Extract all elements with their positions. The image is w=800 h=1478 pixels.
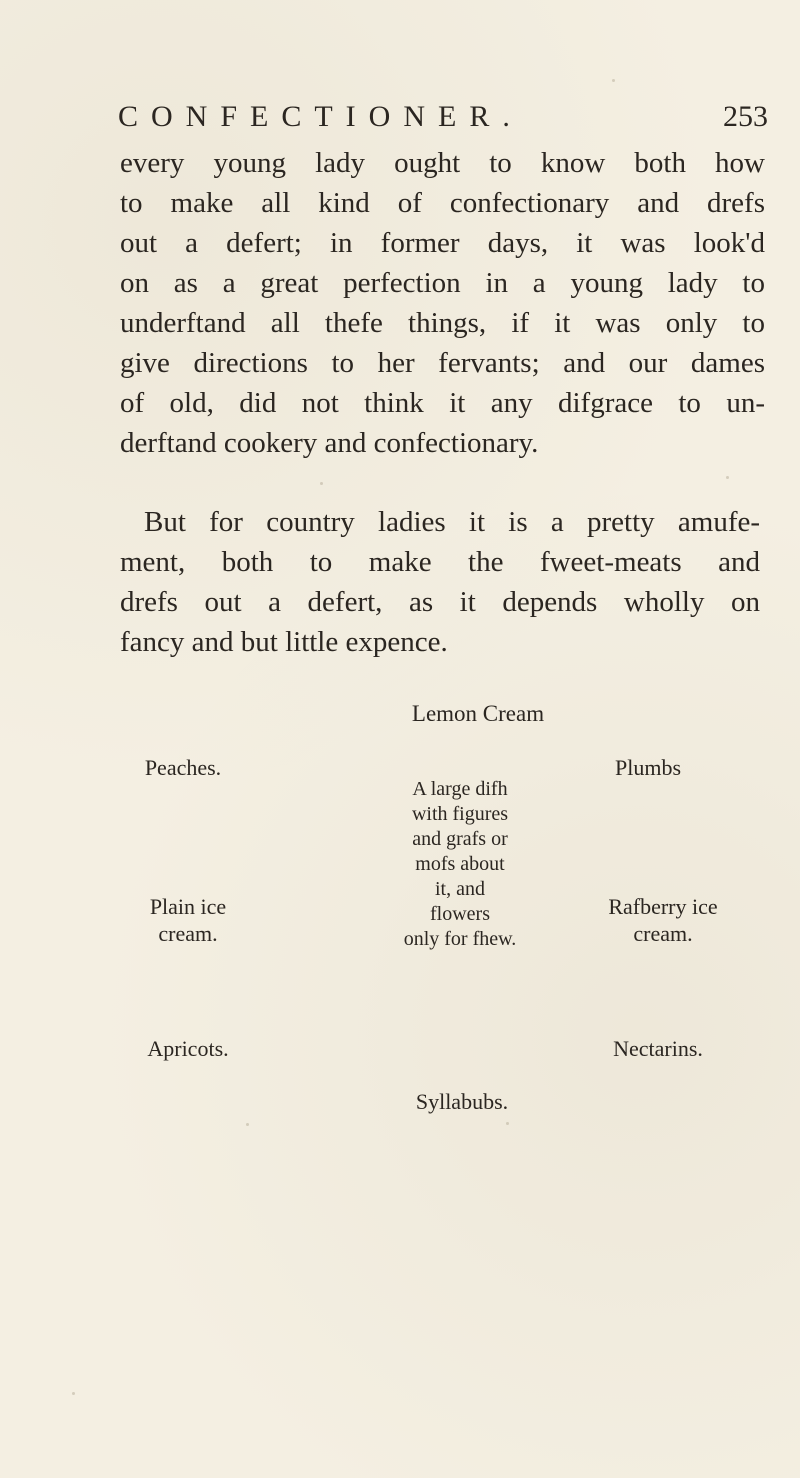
paper-speck [726, 476, 729, 479]
center-description-line: and grafs or [412, 828, 508, 850]
paragraph-line: drefs out a defert, as it depends wholly on [120, 586, 760, 618]
center-description-line: mofs about [415, 853, 505, 875]
paragraph-line: give directions to her fervants; and our dames [120, 347, 765, 379]
dish-apricots: Apricots. [147, 1036, 229, 1061]
dish-plumbs: Plumbs [614, 755, 682, 780]
paper-speck [320, 482, 323, 485]
paper-speck [612, 79, 615, 82]
paper-speck [506, 1122, 509, 1125]
paragraph-line: to make all kind of confectionary and drefs [120, 187, 765, 219]
center-description-line: A large difh [412, 778, 508, 800]
page-number: 253 [723, 100, 768, 133]
cell-line: cream. [633, 921, 693, 946]
cell-line: Plain ice [149, 894, 227, 919]
paper-speck [246, 1123, 249, 1126]
paragraph-line: every young lady ought to know both how [120, 147, 765, 179]
dish-syllabubs: Syllabubs. [415, 1089, 509, 1114]
dish-lemon-cream: Lemon Cream [411, 701, 545, 726]
center-description-line: only for fhew. [403, 928, 517, 950]
paragraph-line: derftand cookery and confectionary. [120, 427, 539, 459]
dish-rasberry-ice-cream [578, 893, 748, 947]
running-head: CONFECTIONER. [118, 100, 523, 133]
paragraph-line: out a defert; in former days, it was look'd [120, 227, 765, 259]
center-description-line: flowers [430, 903, 490, 925]
center-description-line: it, and [435, 878, 485, 900]
cell-line: cream. [158, 921, 218, 946]
paragraph-line: of old, did not think it any difgrace to un- [120, 387, 765, 419]
paragraph-line: ment, both to make the fweet-meats and [120, 546, 760, 578]
dish-nectarins: Nectarins. [613, 1036, 703, 1061]
paragraph-line: But for country ladies it is a pretty amufe- [144, 506, 760, 538]
dish-plain-ice-cream [118, 893, 258, 947]
paragraph-line: on as a great perfection in a young lady to [120, 267, 765, 299]
paper-speck [72, 1392, 75, 1395]
dish-peaches: Peaches. [144, 755, 222, 780]
cell-line: Rafberry ice [608, 894, 718, 919]
paragraph-line: underftand all thefe things, if it was only to [120, 307, 765, 339]
paragraph-line: fancy and but little expence. [120, 626, 448, 658]
center-dish-description [360, 777, 560, 952]
center-description-line: with figures [411, 803, 509, 825]
